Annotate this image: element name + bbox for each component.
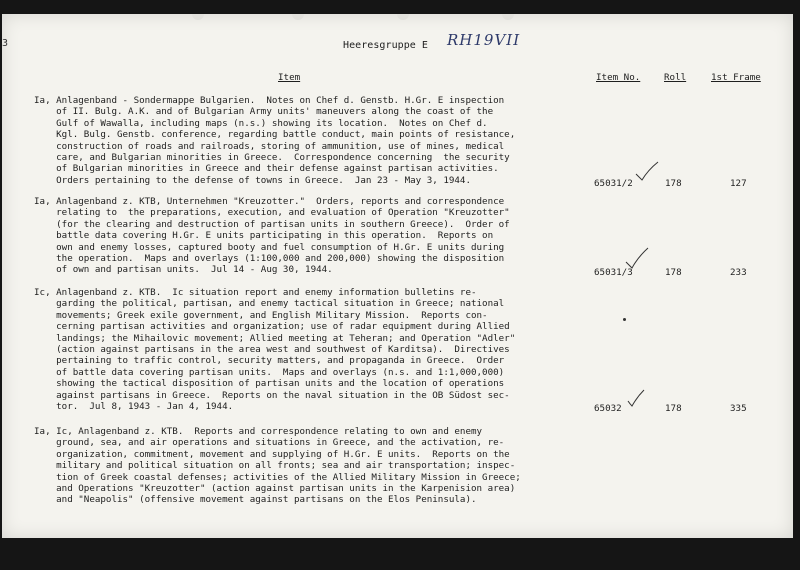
entry-line: Ic, Anlagenband z. KTB. Ic situation report and enemy information bulletins re- (34, 287, 477, 298)
punch-hole-marker (502, 14, 514, 20)
punch-hole-marker (292, 14, 304, 20)
entry-description (34, 426, 574, 506)
edge-mark: 3 (2, 38, 9, 49)
entry-line: landings; the Mihailovic movement; Allied meeting at Teheran; and Operation "Adler" (34, 332, 516, 344)
checkmark-icon (626, 388, 646, 408)
roll-number: 178 (665, 267, 682, 278)
entry-line: tion of Greek coastal defenses; activities of the Allied Military Mission in Greece; (34, 471, 521, 483)
entry-line: construction of roads and railroads, storing of ammunition, use of mines, medical (34, 140, 505, 152)
entry-line: (for the clearing and destruction of partisan units in southern Greece). Order of (34, 218, 510, 230)
entry-line: ground, sea, and air operations and situations in Greece, and the activation, re- (34, 437, 505, 449)
entry-line: military and political situation on all fronts; sea and air transportation; inspec- (34, 460, 516, 472)
first-frame-number: 233 (730, 267, 747, 278)
entry-line: Orders pertaining to the defense of towns in Greece. Jan 23 - May 3, 1944. (34, 174, 471, 186)
entry-line: against partisans in Greece. Reports on the naval situation in the OB Südost sec- (34, 389, 510, 401)
entry-line: (action against partisans in the area west and southwest of Karditsa). Directives (34, 344, 510, 356)
checkmark-icon (624, 246, 650, 270)
entry-line: pertaining to traffic control, security matters, and propaganda in Greece. Order (34, 355, 505, 367)
entry-line: tor. Jul 8, 1943 - Jan 4, 1944. (34, 401, 234, 413)
roll-number: 178 (665, 178, 682, 189)
entry-description (34, 287, 574, 412)
column-header-item-no: Item No. (596, 72, 641, 83)
column-header-item: Item (278, 72, 301, 83)
item-number: 65031/2 (594, 178, 633, 189)
first-frame-number: 335 (730, 403, 747, 414)
item-number: 65032 (594, 403, 622, 414)
ink-dot (623, 318, 626, 321)
entry-description (34, 196, 574, 276)
entry-line: and "Neapolis" (offensive movement against partisans on the Elos Peninsula). (34, 494, 477, 506)
handwritten-archive-note: RH19VII (447, 31, 521, 49)
entry-line: organization, commitment, movement and supplying of H.Gr. E units. Reports on the (34, 448, 510, 460)
entry-line: movements; Greek exile government, and English Military Mission. Reports con- (34, 309, 488, 321)
entry-description (34, 95, 574, 186)
entry-line: Ia, Anlagenband - Sondermappe Bulgarien. Notes on Chef d. Genstb. H.Gr. E inspection (34, 95, 505, 106)
punch-hole-marker (192, 14, 204, 20)
entry-line: the operation. Maps and overlays (1:100,000 and 200,000) showing the disposition (34, 253, 505, 265)
entry-line: and Operations "Kreuzotter" (action against partisan units in the Karpenision area) (34, 483, 516, 495)
page-title: Heeresgruppe E (343, 40, 428, 51)
entry-line: battle data covering H.Gr. E units participating in this operation. Reports on (34, 230, 494, 242)
column-header-roll: Roll (664, 72, 687, 83)
entry-line: Ia, Ic, Anlagenband z. KTB. Reports and correspondence relating to own and enemy (34, 426, 483, 437)
entry-line: relating to the preparations, execution, and evaluation of Operation "Kreuzotter" (34, 207, 510, 219)
entry-line: Ia, Anlagenband z. KTB, Unternehmen "Kreuzotter." Orders, reports and correspondence (34, 196, 505, 207)
entry-line: cerning partisan activities and organization; use of radar equipment during Allied (34, 321, 510, 333)
roll-number: 178 (665, 403, 682, 414)
column-header-first-frame: 1st Frame (711, 72, 761, 83)
entry-line: showing the tactical disposition of partisan units and the location of operations (34, 378, 505, 390)
first-frame-number: 127 (730, 178, 747, 189)
entry-line: of II. Bulg. A.K. and of Bulgarian Army units' maneuvers along the coast of the (34, 106, 494, 118)
entry-line: Kgl. Bulg. Genstb. conference, regarding battle conduct, main points of resistance, (34, 129, 516, 141)
entry-line: garding the political, partisan, and enemy tactical situation in Greece; national (34, 298, 505, 310)
entry-line: of battle data covering partisan units. Maps and overlays (n.s. and 1:1,000,000) (34, 366, 505, 378)
checkmark-icon (634, 160, 660, 182)
item-number: 65031/3 (594, 267, 633, 278)
entry-line: of Bulgarian minorities in Greece and their defense against partisan activities. (34, 163, 499, 175)
punch-hole-marker (397, 14, 409, 20)
entry-line: own and enemy losses, captured booty and fuel consumption of H.Gr. E units during (34, 241, 505, 253)
entry-line: of own and partisan units. Jul 14 - Aug 30, 1944. (34, 264, 333, 276)
entry-line: Gulf of Wawalla, including maps (n.s.) showing its location. Notes on Chef d. (34, 117, 488, 129)
entry-line: care, and Bulgarian minorities in Greece. Correspondence concerning the security (34, 152, 510, 164)
